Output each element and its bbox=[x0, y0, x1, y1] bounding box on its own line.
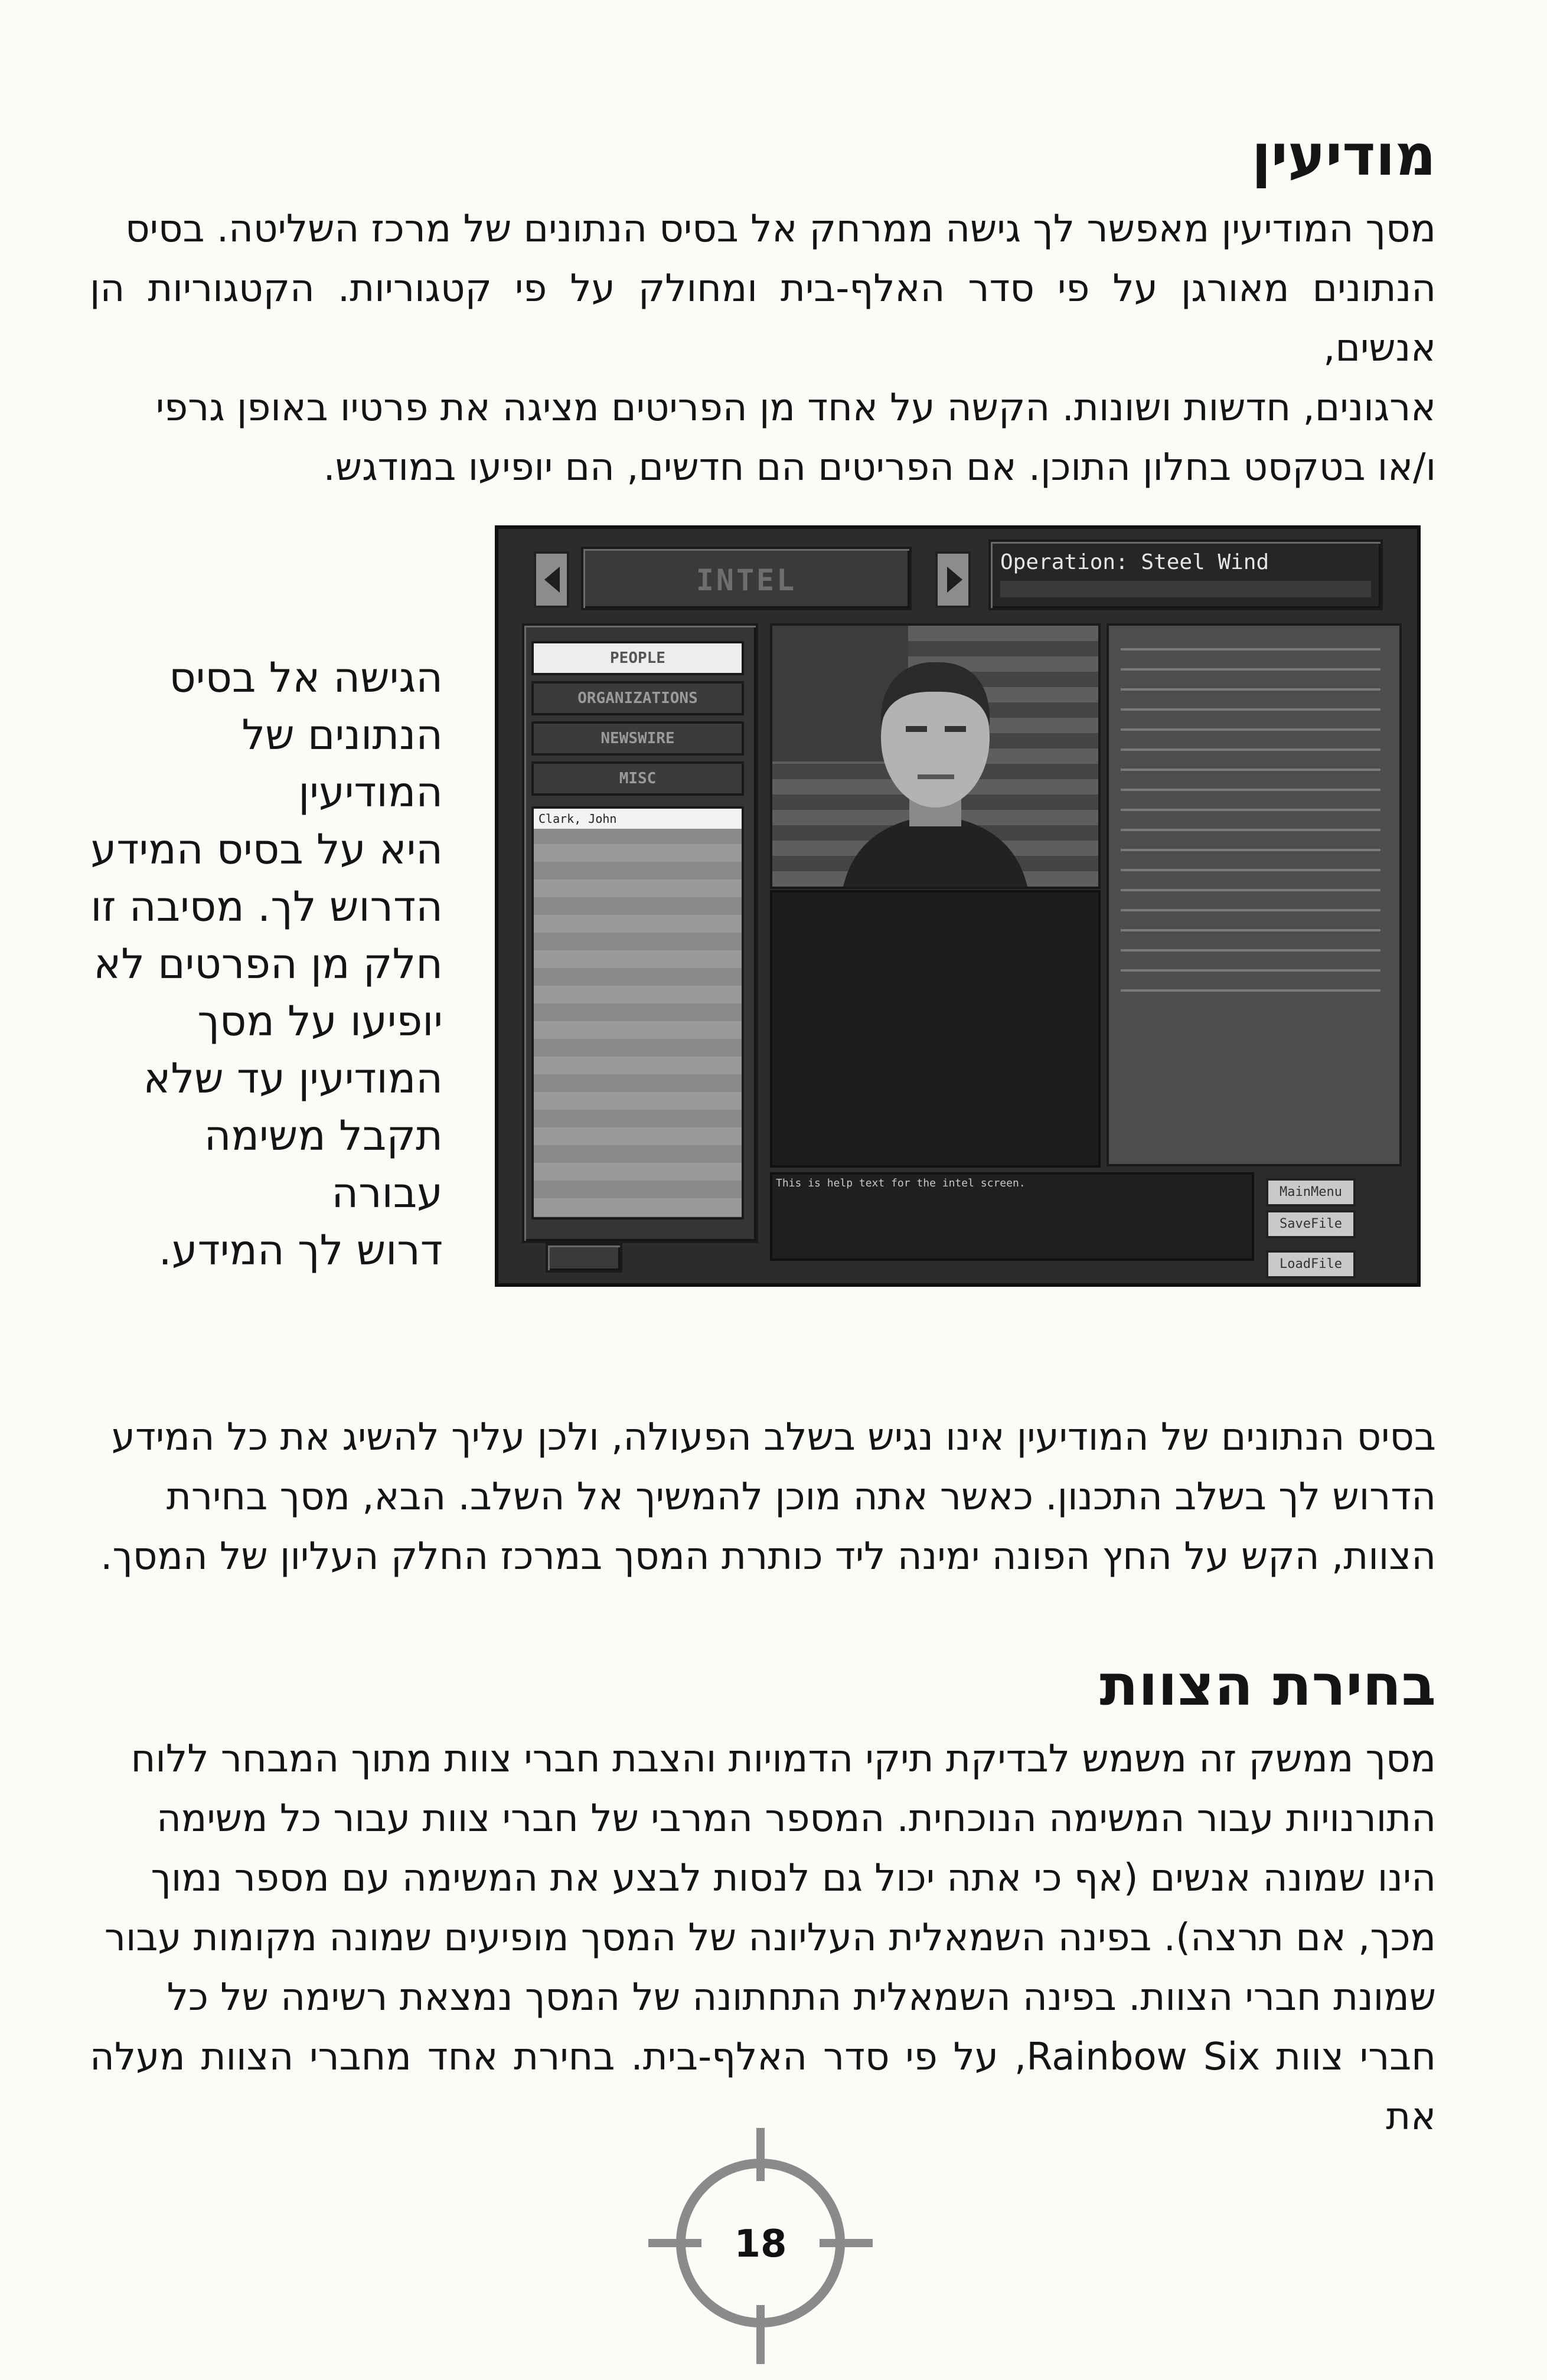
intel-intro-line: הנתונים מאורגן על פי סדר האלף-בית ומחולק על פי קטגוריות. הקטגוריות הן אנשים, bbox=[90, 267, 1436, 370]
operation-status-strip bbox=[1000, 581, 1371, 597]
tab-people[interactable]: PEOPLE bbox=[531, 641, 744, 675]
entry-list-item-selected[interactable]: Clark, John bbox=[534, 809, 742, 829]
page-footer bbox=[631, 2116, 890, 2370]
intel-after bbox=[90, 1408, 1436, 1587]
intel-after-line: הדרוש לך בשלב התכנון. כאשר אתה מוכן להמשיך אל השלב. הבא, מסך בחירת bbox=[166, 1475, 1436, 1519]
intel-after-line: בסיס הנתונים של המודיעין אינו נגיש בשלב הפעולה, ולכן עליך להשיג את כל המידע bbox=[111, 1415, 1436, 1459]
side-note-line: חלק מן הפרטים לא bbox=[93, 940, 443, 988]
main-menu-button[interactable]: MainMenu bbox=[1266, 1178, 1356, 1207]
panel-foot-tab bbox=[546, 1243, 622, 1273]
side-note-line: הנתונים של המודיעין bbox=[241, 711, 443, 816]
intel-intro-line: ארגונים, חדשות ושונות. הקשה על אחד מן הפריטים מציגה את פרטיו באופן גרפי bbox=[155, 386, 1436, 430]
operation-panel bbox=[988, 540, 1383, 610]
portrait-lower-area bbox=[770, 890, 1101, 1168]
intel-intro-line: ו/או בטקסט בחלון התוכן. אם הפריטים הם חדשים, הם יופיעו במודגש. bbox=[323, 446, 1436, 489]
team-line: הינו שמונה אנשים (אף כי אתה יכול גם לנסות לבצע את המשימה עם מספר נמוך bbox=[151, 1856, 1436, 1900]
entry-list[interactable] bbox=[531, 806, 744, 1220]
intel-screenshot bbox=[495, 525, 1421, 1287]
save-file-button[interactable]: SaveFile bbox=[1266, 1210, 1356, 1238]
intel-side-note bbox=[89, 649, 443, 1279]
intel-intro-line: מסך המודיעין מאפשר לך גישה ממרחק אל בסיס הנתונים של מרכז השליטה. בסיס bbox=[125, 207, 1436, 251]
next-screen-arrow-icon[interactable] bbox=[935, 551, 971, 608]
help-text: This is help text for the intel screen. bbox=[776, 1177, 1026, 1189]
intel-intro bbox=[90, 200, 1436, 498]
team-line: מכך, אם תרצה). בפינה השמאלית העליונה של המסך מופיעים שמונה מקומות עבור bbox=[104, 1916, 1436, 1960]
section-title-team: בחירת הצוות bbox=[1099, 1652, 1436, 1718]
side-note-line: תקבל משימה עבורה bbox=[204, 1111, 443, 1217]
side-note-line: דרוש לך המידע. bbox=[158, 1226, 443, 1274]
side-note-line: היא על בסיס המידע bbox=[90, 825, 443, 874]
team-body bbox=[90, 1730, 1436, 2147]
operation-name: Operation: Steel Wind bbox=[1000, 550, 1269, 574]
side-note-line: הדרוש לך. מסיבה זו bbox=[90, 882, 443, 931]
team-line: התורנויות עבור המשימה הנוכחית. המספר המרבי של חברי צוות עבור כל משימה bbox=[156, 1797, 1436, 1840]
tab-newswire[interactable]: NEWSWIRE bbox=[531, 721, 744, 756]
side-note-line: הגישה אל בסיס bbox=[169, 653, 443, 702]
team-line: חברי צוות Rainbow Six, על פי סדר האלף-בית. בחירת אחד מחברי הצוות מעלה את bbox=[90, 2035, 1437, 2139]
intel-after-line: הצוות, הקש על החץ הפונה ימינה ליד כותרת המסך במרכז החלק העליון של המסך. bbox=[100, 1535, 1436, 1578]
page-number: 18 bbox=[734, 2222, 787, 2266]
side-note-line: המודיעין עד שלא bbox=[143, 1054, 443, 1103]
help-text-box bbox=[770, 1172, 1254, 1261]
screen-title: INTEL bbox=[696, 563, 797, 597]
agent-portrait bbox=[772, 626, 1098, 887]
team-line: שמונת חברי הצוות. בפינה השמאלית התחתונה של המסך נמצאת רשימה של כל bbox=[167, 1976, 1436, 2019]
tab-misc[interactable]: MISC bbox=[531, 761, 744, 796]
screen-title-bar bbox=[581, 547, 912, 610]
dossier-text-panel bbox=[1107, 623, 1402, 1166]
tab-organizations[interactable]: ORGANIZATIONS bbox=[531, 681, 744, 715]
prev-screen-arrow-icon[interactable] bbox=[534, 551, 569, 608]
load-file-button[interactable]: LoadFile bbox=[1266, 1250, 1356, 1279]
section-title-intel: מודיעין bbox=[1251, 122, 1436, 188]
portrait-image bbox=[770, 623, 1101, 889]
side-note-line: יופיעו על מסך bbox=[197, 997, 443, 1045]
team-line: מסך ממשק זה משמש לבדיקת תיקי הדמויות והצבת חברי צוות מתוך המבחר ללוח bbox=[130, 1737, 1436, 1781]
